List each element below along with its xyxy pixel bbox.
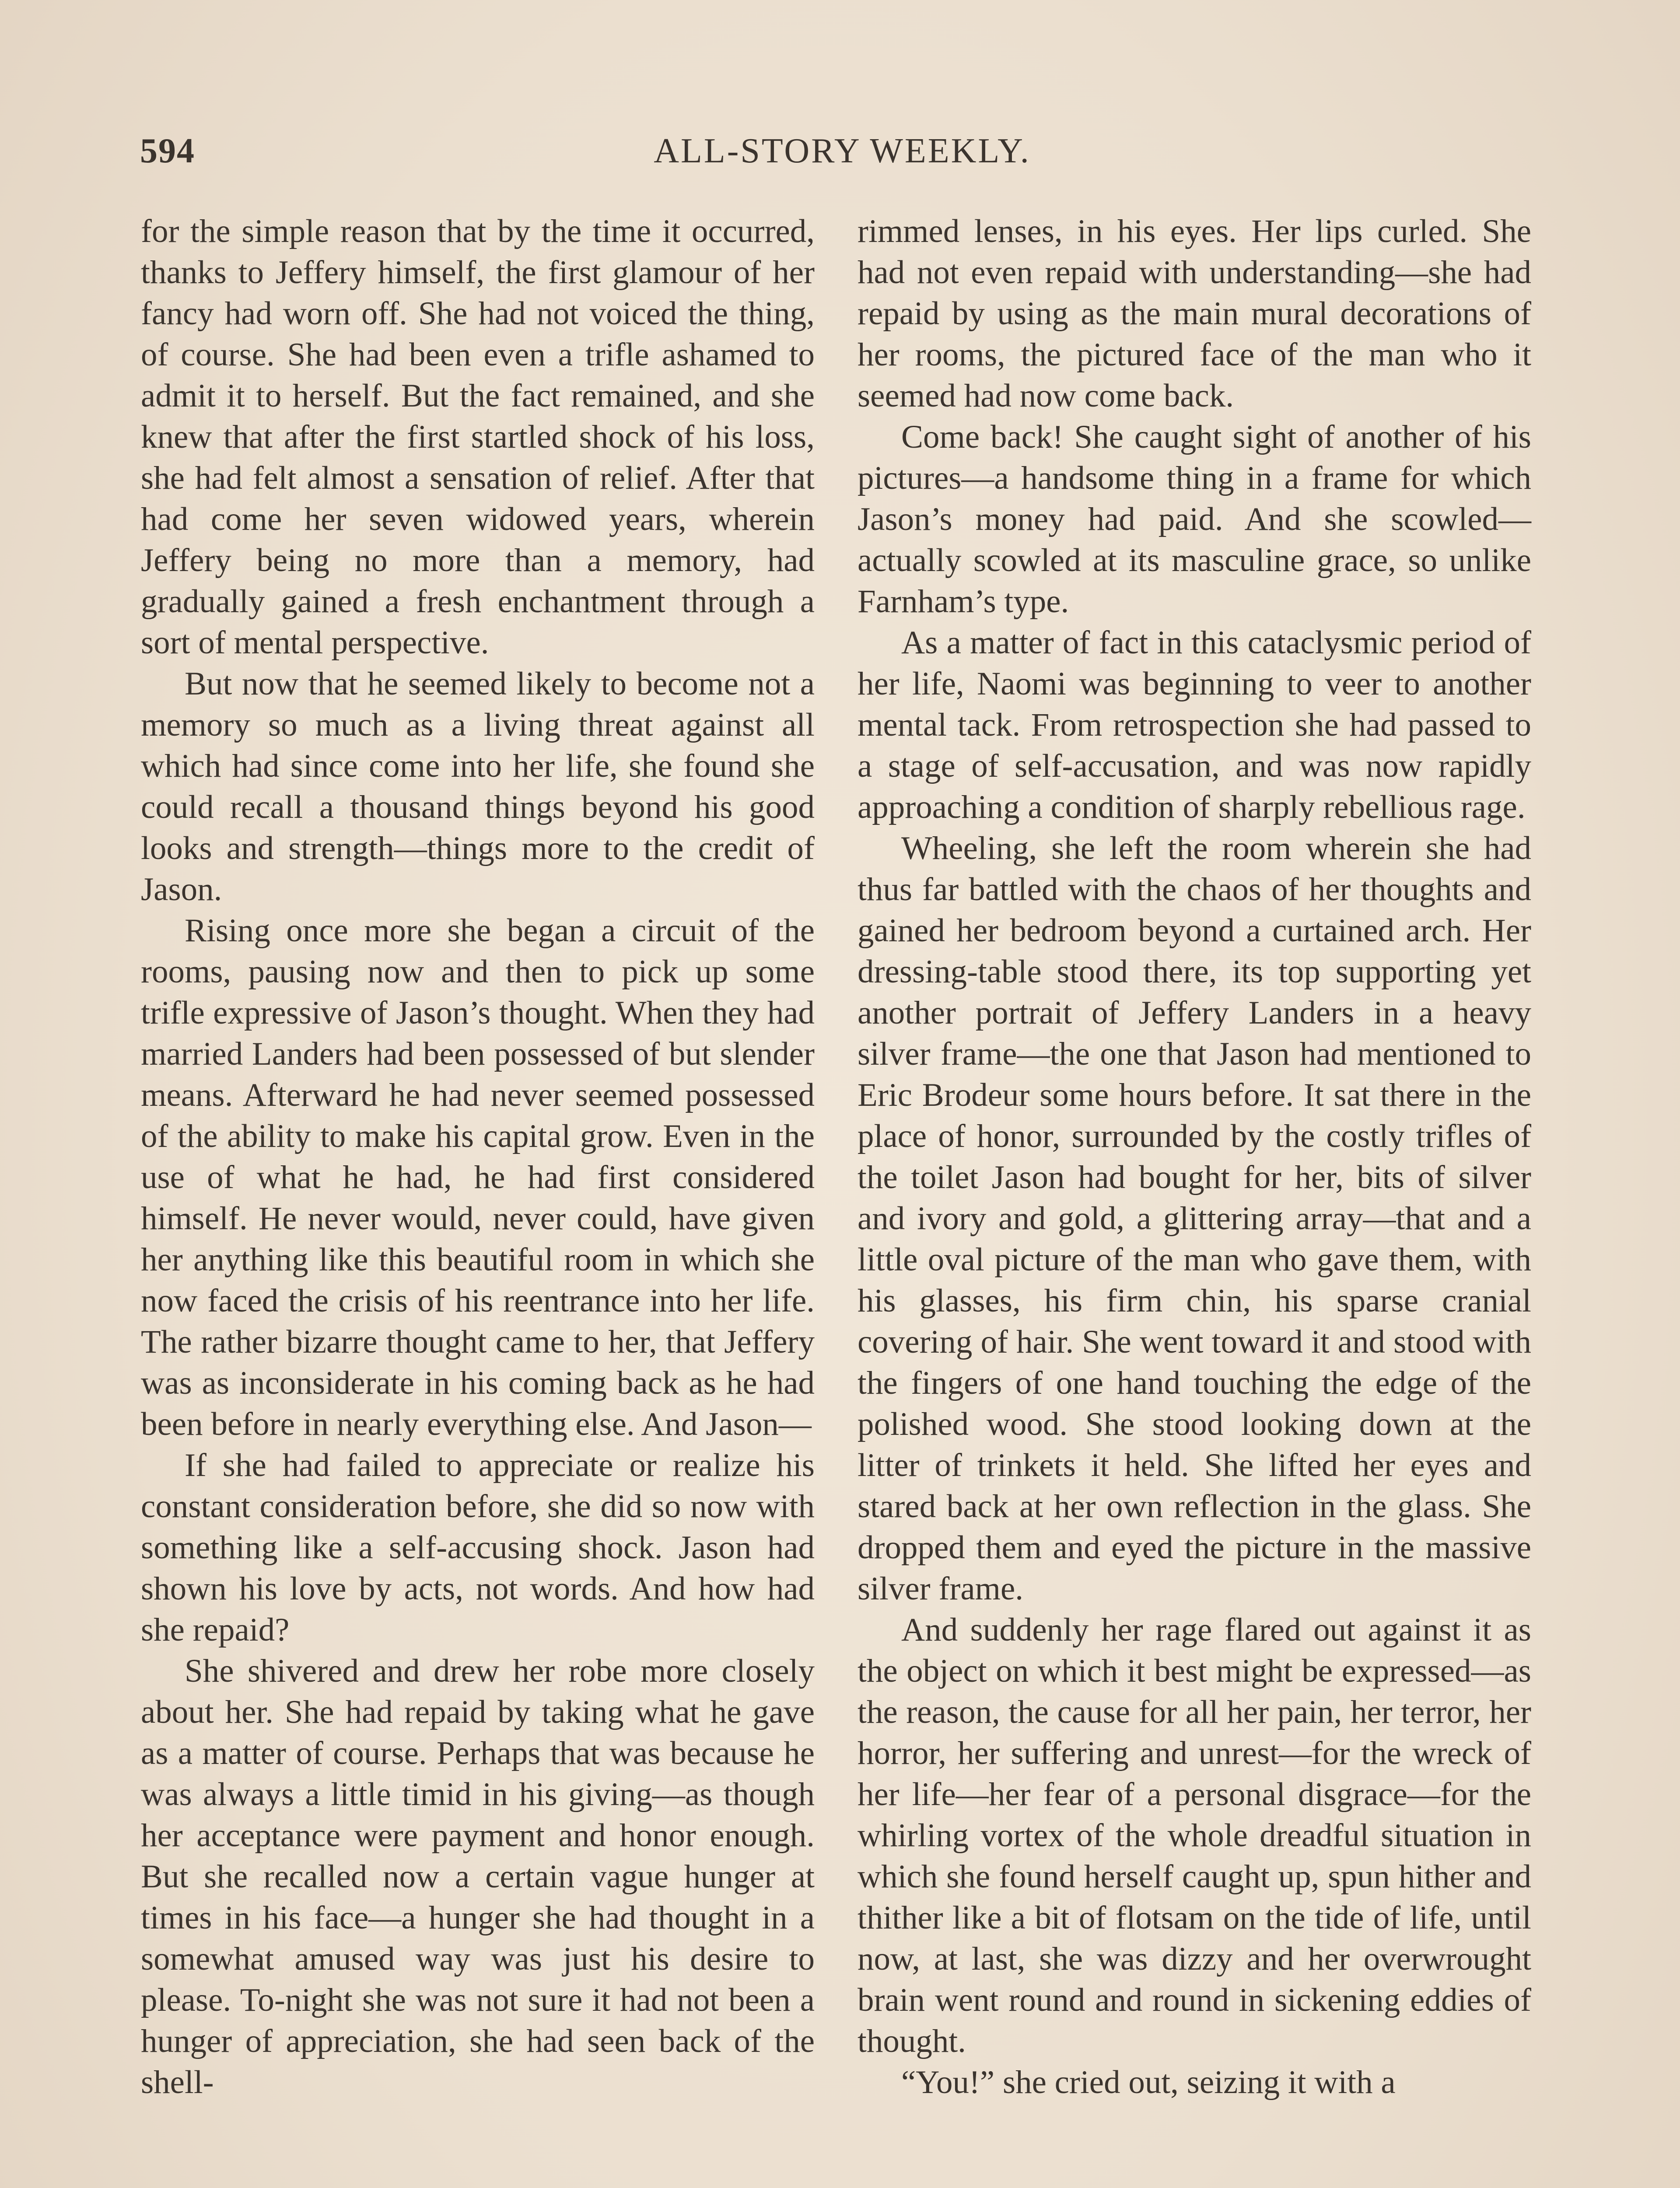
paragraph: for the simple reason that by the time it occurred, thanks to Jeffery himself, the first glamour of her fancy had worn off. She had not voiced the thing, of course. She had been even a trifle ashamed to admit it to herself. But the fact remained, and she knew that after the first startled shock of his loss, she had felt almost a sensation of relief. After that had come her seven widowed years, wherein Jeffery being no more than a memory, had gradually gained a fresh enchantment through a sort of mental perspective. [141,213,815,661]
paragraph: As a matter of fact in this cataclysmic period of her life, Naomi was beginning to veer to another mental tack. From retrospection she had passed to a stage of self-accusation, and was now rapidly approaching a condition of sharply rebellious rage. [858,624,1531,825]
paragraph: If she had failed to appreciate or realize his constant consideration before, she did so now with something like a self-accusing shock. Jason had shown his love by acts, not words. And how had she repaid? [141,1447,815,1648]
paragraph: Wheeling, she left the room wherein she had thus far battled with the chaos of her thoughts and gained her bedroom beyond a curtained arch. Her dressing-table stood there, its top supporting yet another portrait of Jeffery Landers in a heavy silver frame—the one that Jason had mentioned to Eric Brodeur some hours before. It sat there in the place of honor, surrounded by the costly trifles of the toilet Jason had bought for her, bits of silver and ivory and gold, a glittering array—that and a little oval picture of the man who gave them, with his glasses, his firm chin, his sparse cranial covering of hair. She went toward it and stood with the fingers of one hand touching the edge of the polished wood. She stood looking down at the litter of trinkets it held. She lifted her eyes and stared back at her own reflection in the glass. She dropped them and eyed the picture in the massive silver frame. [858,830,1531,1607]
paragraph: But now that he seemed likely to become not a memory so much as a living threat against all which had since come into her life, she found she could recall a thousand things beyond his good looks and strength—things more to the credit of Jason. [141,666,815,908]
page-header [140,131,1544,179]
right-column [858,211,1531,2103]
paragraph: And suddenly her rage flared out against it as the object on which it best might be expressed—as the reason, the cause for all her pain, her terror, her horror, her suffering and unrest—for the wreck of her life—her fear of a personal disgrace—for the whirling vortex of the whole dreadful situation in which she found herself caught up, spun hither and thither like a bit of flotsam on the tide of life, until now, at last, she was dizzy and her overwrought brain went round and round in sickening eddies of thought. [858,1612,1531,2059]
paragraph: rimmed lenses, in his eyes. Her lips curled. She had not even repaid with understanding—she had repaid by using as the main mural decorations of her rooms, the pictured face of the man who it seemed had now come back. [858,213,1531,414]
paragraph: Come back! She caught sight of another of his pictures—a handsome thing in a frame for which Jason’s money had paid. And she scowled—actually scowled at its masculine grace, so unlike Farnham’s type. [858,419,1531,620]
paragraph: She shivered and drew her robe more closely about her. She had repaid by taking what he gave as a matter of course. Perhaps that was because he was always a little timid in his giving—as though her acceptance were payment and honor enough. But she recalled now a certain vague hunger at times in his face—a hunger she had thought in a somewhat amused way was just his desire to please. To-night she was not sure it had not been a hunger of appreciation, she had seen back of the shell- [141,1653,815,2100]
paragraph: Rising once more she began a circuit of the rooms, pausing now and then to pick up some trifle expressive of Jason’s thought. When they had married Landers had been possessed of but slender means. Afterward he had never seemed possessed of the ability to make his capital grow. Even in the use of what he had, he had first considered himself. He never would, never could, have given her anything like this beautiful room in which she now faced the crisis of his reentrance into her life. The rather bizarre thought came to her, that Jeffery was as inconsiderate in his coming back as he had been before in nearly everything else. And Jason— [141,912,815,1442]
page-number: 594 [140,132,195,170]
paragraph: “You!” she cried out, seizing it with a [901,2064,1396,2100]
left-column [141,211,815,2103]
running-title: ALL-STORY WEEKLY. [654,132,1031,170]
